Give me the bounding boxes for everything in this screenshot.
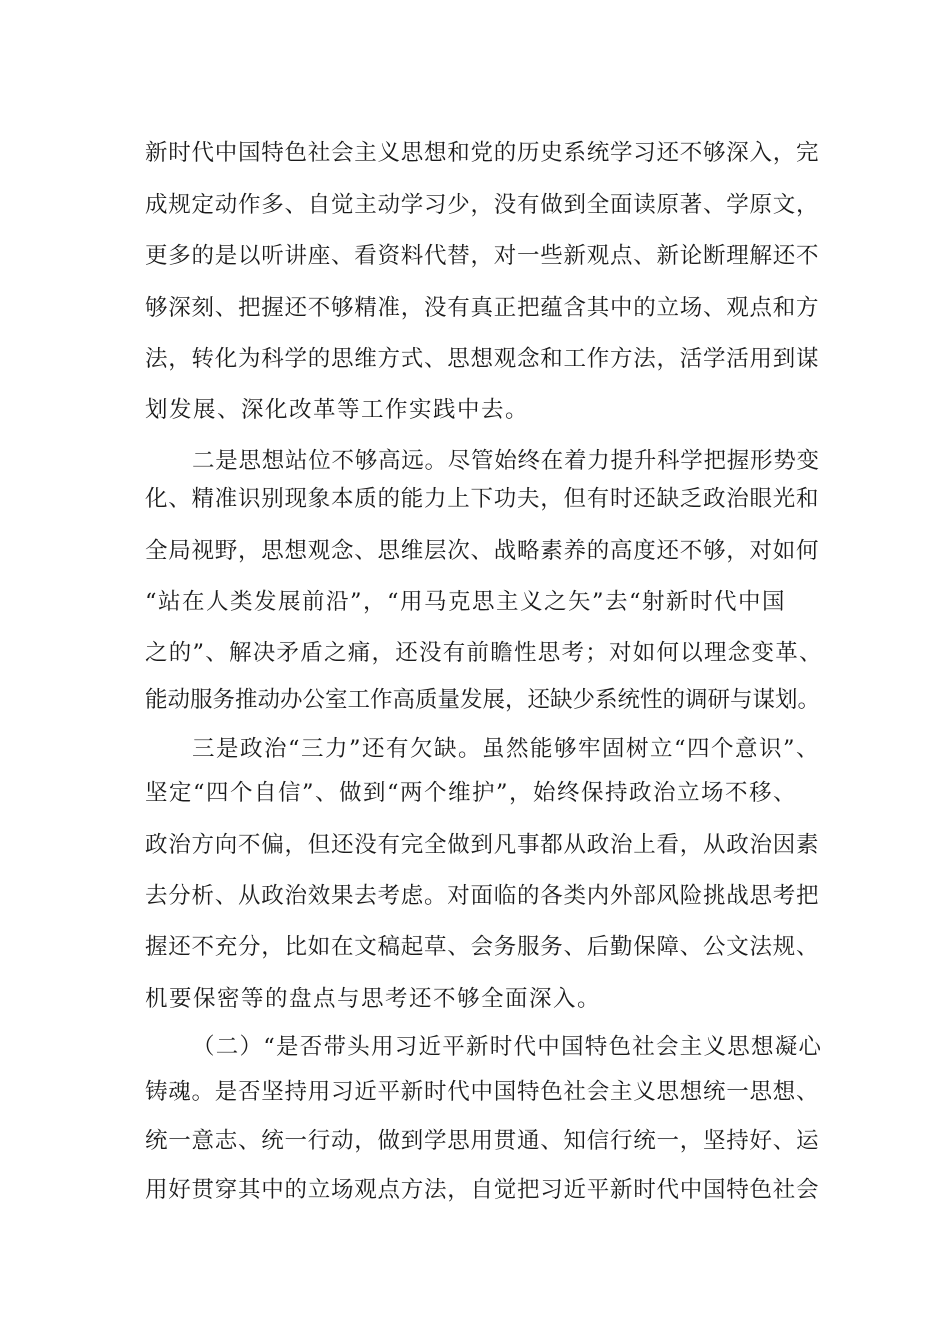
text-line: 统一意志、统一行动，做到学思用贯通、知信行统一，坚持好、运 (145, 1128, 820, 1154)
text-line: 铸魂。是否坚持用习近平新时代中国特色社会主义思想统一思想、 (145, 1079, 820, 1105)
section-heading-line: （二）“是否带头用习近平新时代中国特色社会主义思想凝心 (192, 1034, 823, 1060)
text-line: 握还不充分，比如在文稿起草、会务服务、后勤保障、公文法规、 (145, 934, 820, 960)
paragraph-first-line: 二是思想站位不够高远。尽管始终在着力提升科学把握形势变 (192, 448, 820, 474)
text-line: 机要保密等的盘点与思考还不够全面深入。 (145, 986, 602, 1012)
text-line: “站在人类发展前沿”，“用马克思主义之矢”去“射新时代中国 (145, 589, 787, 615)
text-line: 政治方向不偏，但还没有完全做到凡事都从政治上看，从政治因素 (145, 832, 820, 858)
text-line: 成规定动作多、自觉主动学习少，没有做到全面读原著、学原文， (145, 192, 820, 218)
text-line: 法，转化为科学的思维方式、思想观念和工作方法，活学活用到谋 (145, 346, 820, 372)
text-line: 划发展、深化改革等工作实践中去。 (145, 397, 530, 423)
text-line: 新时代中国特色社会主义思想和党的历史系统学习还不够深入，完 (145, 140, 820, 166)
text-line: 之的”、解决矛盾之痛，还没有前瞻性思考；对如何以理念变革、 (145, 640, 823, 666)
text-line: 更多的是以听讲座、看资料代替，对一些新观点、新论断理解还不 (145, 243, 820, 269)
text-line: 坚定“四个自信”、做到“两个维护”，始终保持政治立场不移、 (145, 780, 798, 806)
text-line: 去分析、从政治效果去考虑。对面临的各类内外部风险挑战思考把 (145, 883, 820, 909)
text-line: 能动服务推动办公室工作高质量发展，还缺少系统性的调研与谋划。 (145, 687, 821, 713)
text-line: 全局视野，思想观念、思维层次、战略素养的高度还不够，对如何 (145, 538, 820, 564)
paragraph-first-line: 三是政治“三力”还有欠缺。虽然能够牢固树立“四个意识”、 (192, 736, 821, 762)
text-line: 用好贯穿其中的立场观点方法，自觉把习近平新时代中国特色社会 (145, 1177, 820, 1203)
text-line: 化、精准识别现象本质的能力上下功夫，但有时还缺乏政治眼光和 (145, 486, 820, 512)
text-line: 够深刻、把握还不够精准，没有真正把蕴含其中的立场、观点和方 (145, 295, 820, 321)
